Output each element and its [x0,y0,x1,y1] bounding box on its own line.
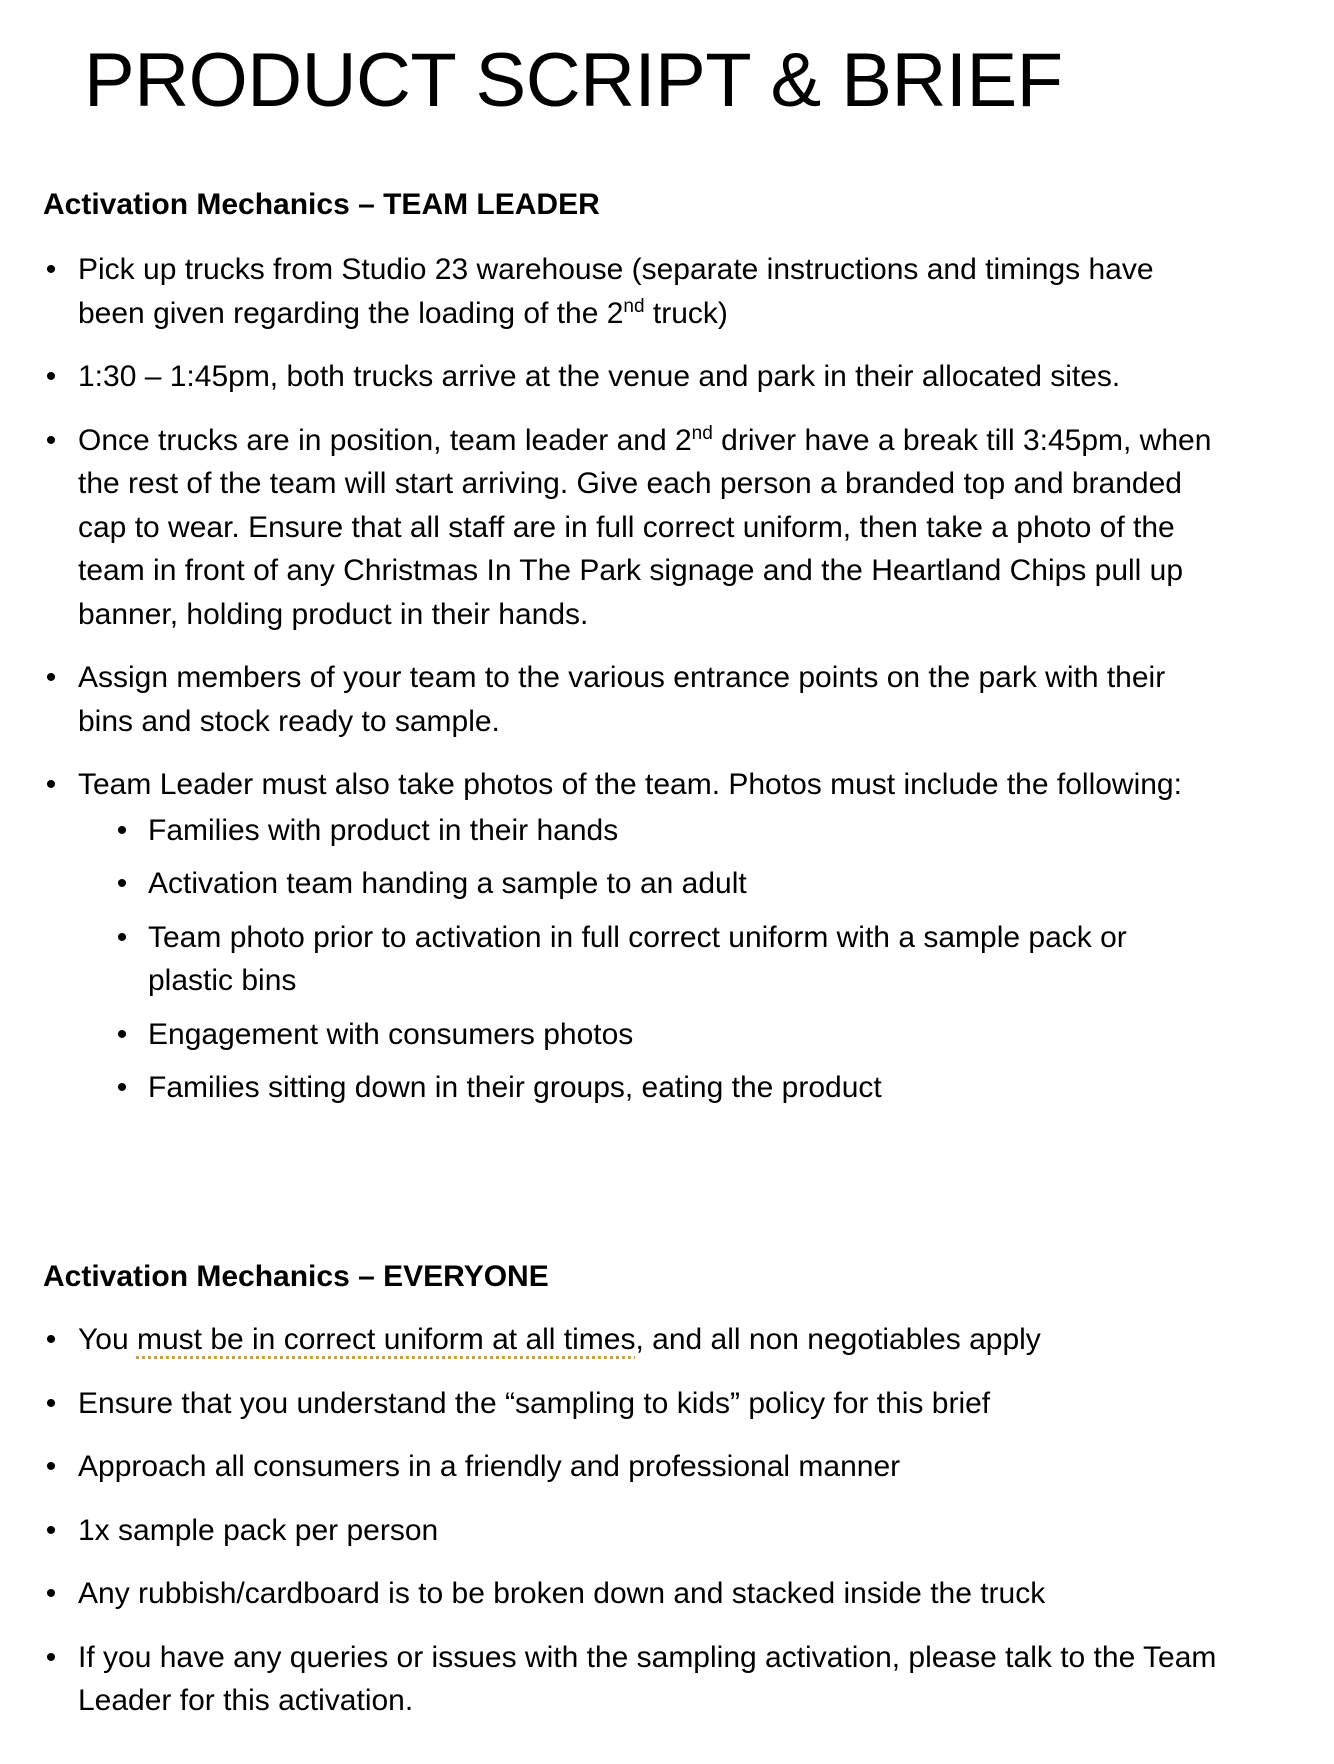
sub-list-item: • Engagement with consumers photos [78,1013,1220,1057]
bullet: • [45,1513,57,1547]
bullet: • [45,768,57,801]
sub-list-item: • Families with product in their hands [78,809,1220,853]
section-heading-team-leader: Activation Mechanics – TEAM LEADER [43,188,600,221]
everyone-list [0,1318,1334,1743]
team-leader-list [0,248,1334,1130]
sub-list-item: • Activation team handing a sample to an adult [78,862,1220,906]
bullet: • [45,1640,57,1674]
list-item: • Once trucks are in position, team leader and 2nd driver have a break till 3:45pm, when the rest of the team will start arriving. Give each person a branded top and branded cap to wear. Ensure that all staff are in full correct uniform, then take a photo of the team in front of any Christmas In The Park signage and the Heartland Chips pull up banner, holding product in their hands. [0,419,1220,637]
bullet: • [45,1577,57,1610]
bullet: • [45,1386,57,1420]
list-item: • If you have any queries or issues with the sampling activation, please talk to the Team Leader for this activation. [0,1636,1220,1723]
list-item: • 1:30 – 1:45pm, both trucks arrive at the venue and park in their allocated sites. [0,355,1220,399]
list-item: • You must be in correct uniform at all times, and all non negotiables apply [0,1318,1220,1362]
list-item: • 1x sample pack per person [0,1509,1220,1553]
list-item: • Team Leader must also take photos of the team. Photos must include the following: • Families with product in their hands • Activation team handing a sample to an adult • Team photo prior to activation in full correct uniform with a sample pack or plastic bins • Engagement with consumers photos • Families sitting down in their groups, eating the product [0,763,1220,1110]
list-item: • Approach all consumers in a friendly and professional manner [0,1445,1220,1489]
bullet: • [116,920,128,954]
list-item: • Assign members of your team to the various entrance points on the park with their bins and stock ready to sample. [0,656,1220,743]
bullet: • [116,1071,128,1104]
bullet: • [45,1450,57,1483]
bullet: • [45,253,57,286]
bullet: • [116,1017,128,1051]
sub-list-item: • Families sitting down in their groups, eating the product [78,1066,1220,1110]
list-item: • Any rubbish/cardboard is to be broken down and stacked inside the truck [0,1572,1220,1616]
bullet: • [45,423,57,457]
section-heading-everyone: Activation Mechanics – EVERYONE [43,1260,549,1293]
proofing-underline-text: must be in correct uniform at all times [136,1323,636,1356]
list-item: • Pick up trucks from Studio 23 warehouse (separate instructions and timings have been given regarding the loading of the 2nd truck) [0,248,1220,335]
document-title: PRODUCT SCRIPT & BRIEF [84,38,1063,123]
bullet: • [116,867,128,900]
sub-list-item: • Team photo prior to activation in full correct uniform with a sample pack or plastic bins [78,916,1220,1003]
bullet: • [45,1323,57,1356]
list-item: • Ensure that you understand the “sampling to kids” policy for this brief [0,1382,1220,1426]
photo-requirements-list [78,809,1220,1110]
bullet: • [45,360,57,393]
bullet: • [116,813,128,847]
bullet: • [45,661,57,694]
